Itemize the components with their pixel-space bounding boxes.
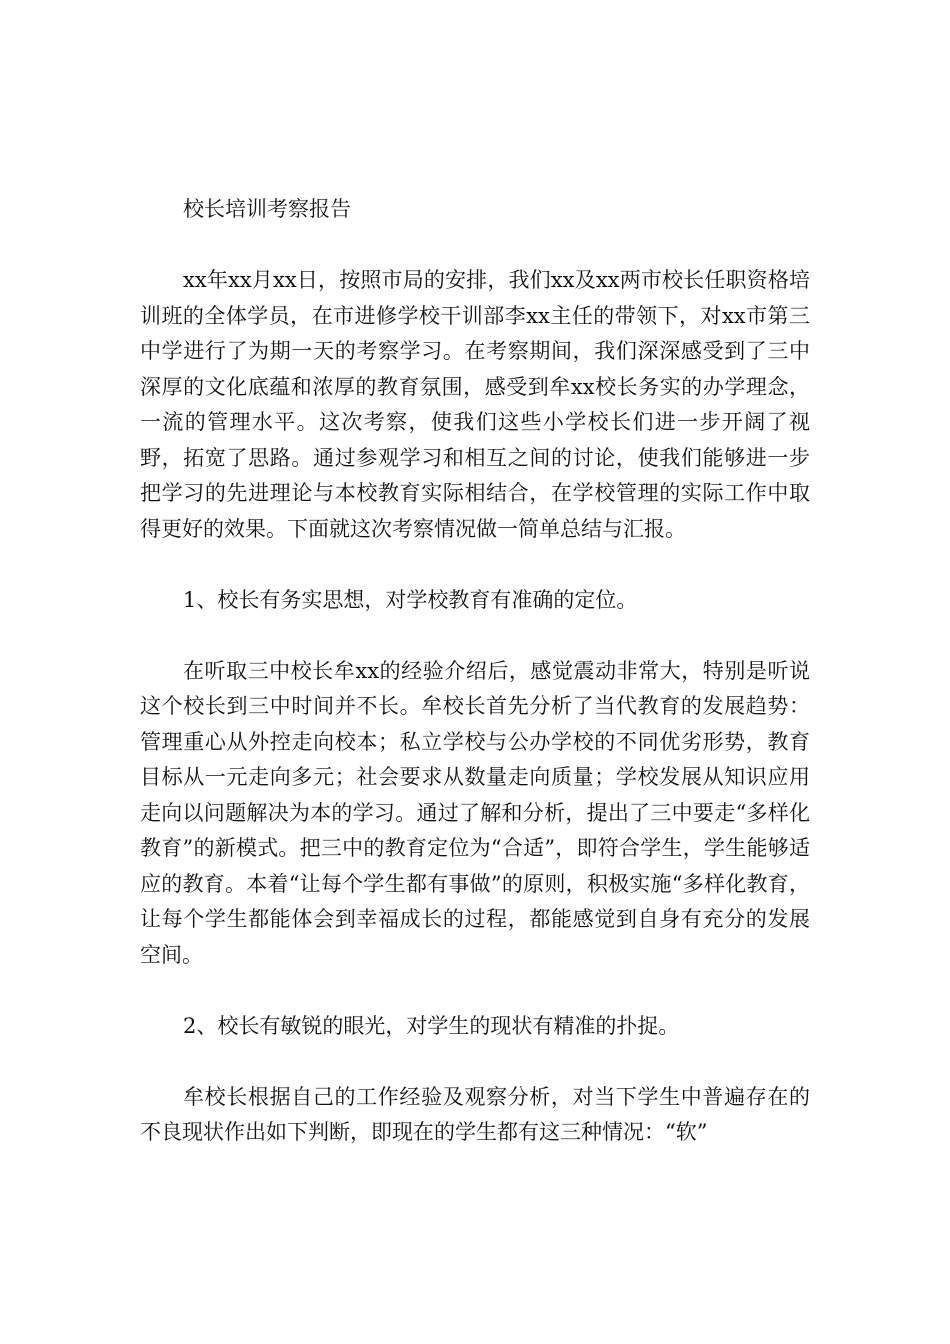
section-2-paragraph: 牟校长根据自己的工作经验及观察分析，对当下学生中普遍存在的不良现状作出如下判断，即现在的学生都有这三种情况：“软” [140, 1084, 810, 1144]
intro-paragraph: xx年xx月xx日，按照市局的安排，我们xx及xx两市校长任职资格培训班的全体学员，在市进修学校干训部李xx主任的带领下，对xx市第三中学进行了为期一天的考察学习。在考察期间，我们深深感受到了三中深厚的文化底蕴和浓厚的教育氛围，感受到牟xx校长务实的办学理念，一流的管理水平。这次考察，使我们这些小学校长们进一步开阔了视野，拓宽了思路。通过参观学习和相互之间的讨论，使我们能够进一步把学习的先进理论与本校教育实际相结合，在学校管理的实际工作中取得更好的效果。下面就这次考察情况做一简单总结与汇报。 [140, 268, 810, 541]
section-heading-2: 2、校长有敏锐的眼光，对学生的现状有精准的扑捉。 [183, 1013, 680, 1038]
spacer [140, 228, 810, 264]
spacer [140, 973, 810, 1009]
section-1-paragraph: 在听取三中校长牟xx的经验介绍后，感觉震动非常大，特别是听说这个校长到三中时间并不长。牟校长首先分析了当代教育的发展趋势：管理重心从外控走向校本；私立学校与公办学校的不同优劣形势，教育目标从一元走向多元；社会要求从数量走向质量；学校发展从知识应用走向以问题解决为本的学习。通过了解和分析，提出了三中要走“多样化教育”的新模式。把三中的教育定位为“合适”，即符合学生，学生能够适应的教育。本着“让每个学生都有事做”的原则，积极实施“多样化教育，让每个学生都能体会到幸福成长的过程，都能感觉到自身有充分的发展空间。 [140, 658, 810, 967]
document-body [140, 192, 810, 1151]
document-title: 校长培训考察报告 [183, 197, 351, 221]
spacer [140, 547, 810, 583]
spacer [140, 1044, 810, 1080]
spacer [140, 618, 810, 654]
section-heading-1: 1、校长有务实思想，对学校教育有准确的定位。 [183, 587, 638, 612]
